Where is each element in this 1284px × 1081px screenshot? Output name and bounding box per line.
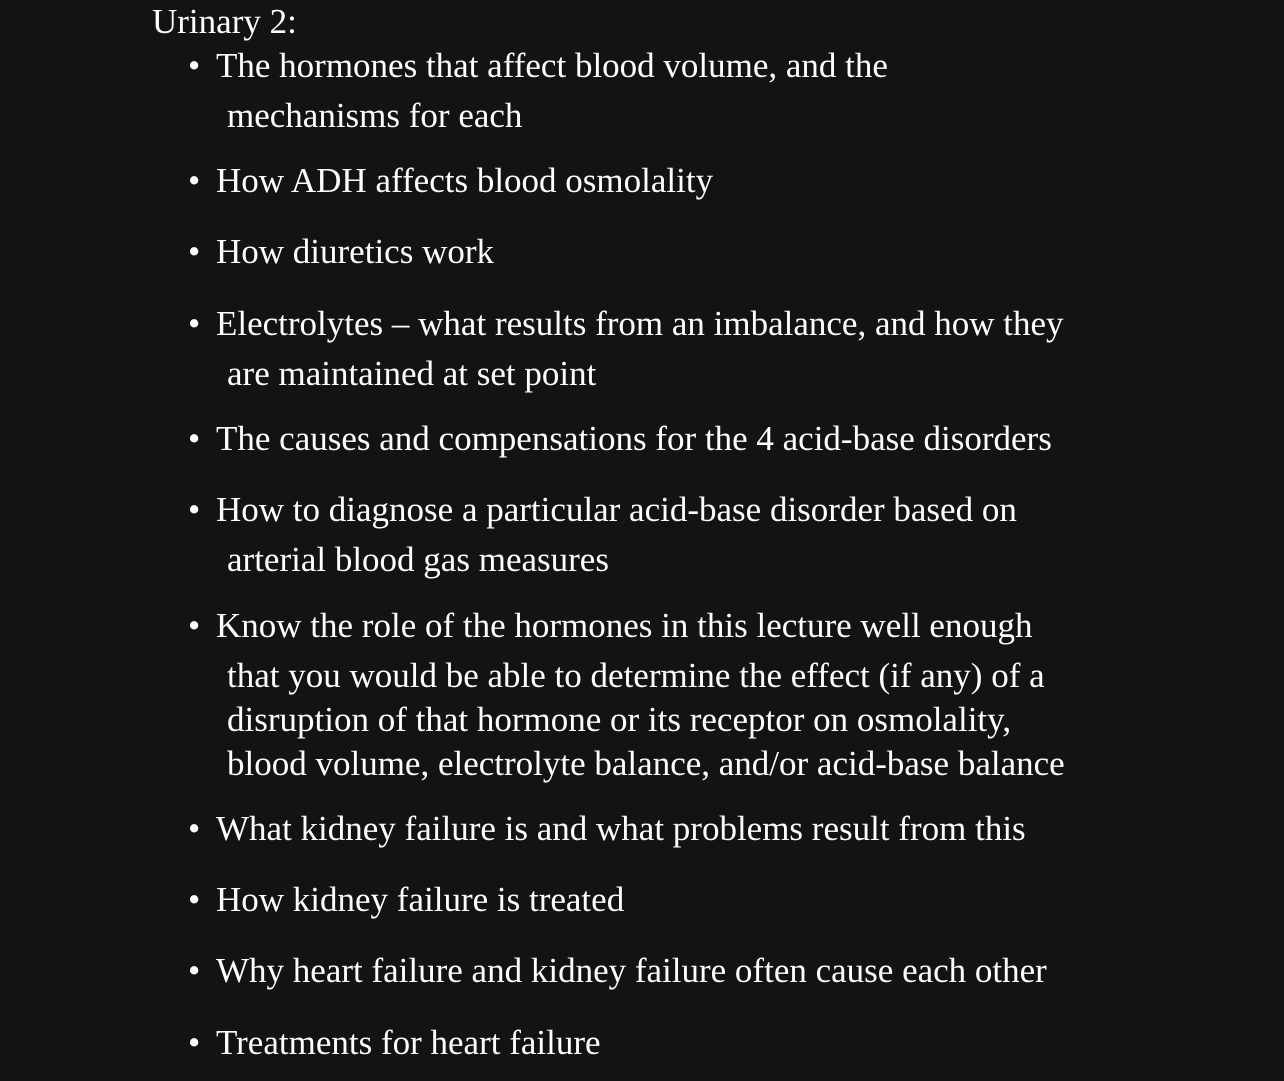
bullet-icon: •: [188, 1023, 201, 1062]
list-item-text: Know the role of the hormones in this lecture well enough: [216, 606, 1033, 645]
list-item: [188, 878, 624, 922]
list-item-text: Treatments for heart failure: [216, 1023, 601, 1062]
bullet-icon: •: [188, 161, 201, 200]
bullet-icon: •: [188, 490, 201, 529]
list-item-text: arterial blood gas measures: [227, 540, 609, 579]
list-item-text: Why heart failure and kidney failure often cause each other: [216, 951, 1047, 990]
bullet-icon: •: [188, 46, 201, 85]
list-item-text: The hormones that affect blood volume, and the: [216, 46, 888, 85]
bullet-icon: •: [188, 809, 201, 848]
list-item-text: are maintained at set point: [227, 354, 597, 393]
bullet-icon: •: [188, 419, 201, 458]
list-item: [188, 604, 1065, 786]
list-item: [188, 417, 1052, 461]
slide-title: Urinary 2:: [152, 2, 297, 41]
list-item: [188, 488, 1017, 582]
list-item-text: The causes and compensations for the 4 acid-base disorders: [216, 419, 1052, 458]
bullet-icon: •: [188, 880, 201, 919]
list-item: [188, 44, 888, 138]
bullet-icon: •: [188, 606, 201, 645]
list-item-text: How ADH affects blood osmolality: [216, 161, 714, 200]
list-item-text: mechanisms for each: [227, 96, 523, 135]
list-item-text: How to diagnose a particular acid-base disorder based on: [216, 490, 1017, 529]
bullet-icon: •: [188, 951, 201, 990]
list-item-text: blood volume, electrolyte balance, and/or acid-base balance: [227, 744, 1065, 783]
list-item-text: What kidney failure is and what problems result from this: [216, 809, 1026, 848]
bullet-icon: •: [188, 232, 201, 271]
list-item-text: disruption of that hormone or its receptor on osmolality,: [227, 700, 1012, 739]
list-item-text: How diuretics work: [216, 232, 495, 271]
list-item: [188, 807, 1026, 851]
list-item-text: How kidney failure is treated: [216, 880, 625, 919]
list-item: [188, 302, 1064, 396]
list-item: [188, 1021, 601, 1065]
list-item: [188, 949, 1047, 993]
list-item: [188, 230, 494, 274]
list-item-text: that you would be able to determine the effect (if any) of a: [227, 656, 1045, 695]
list-item-text: Electrolytes – what results from an imbalance, and how they: [216, 304, 1064, 343]
list-item: [188, 159, 713, 203]
bullet-icon: •: [188, 304, 201, 343]
